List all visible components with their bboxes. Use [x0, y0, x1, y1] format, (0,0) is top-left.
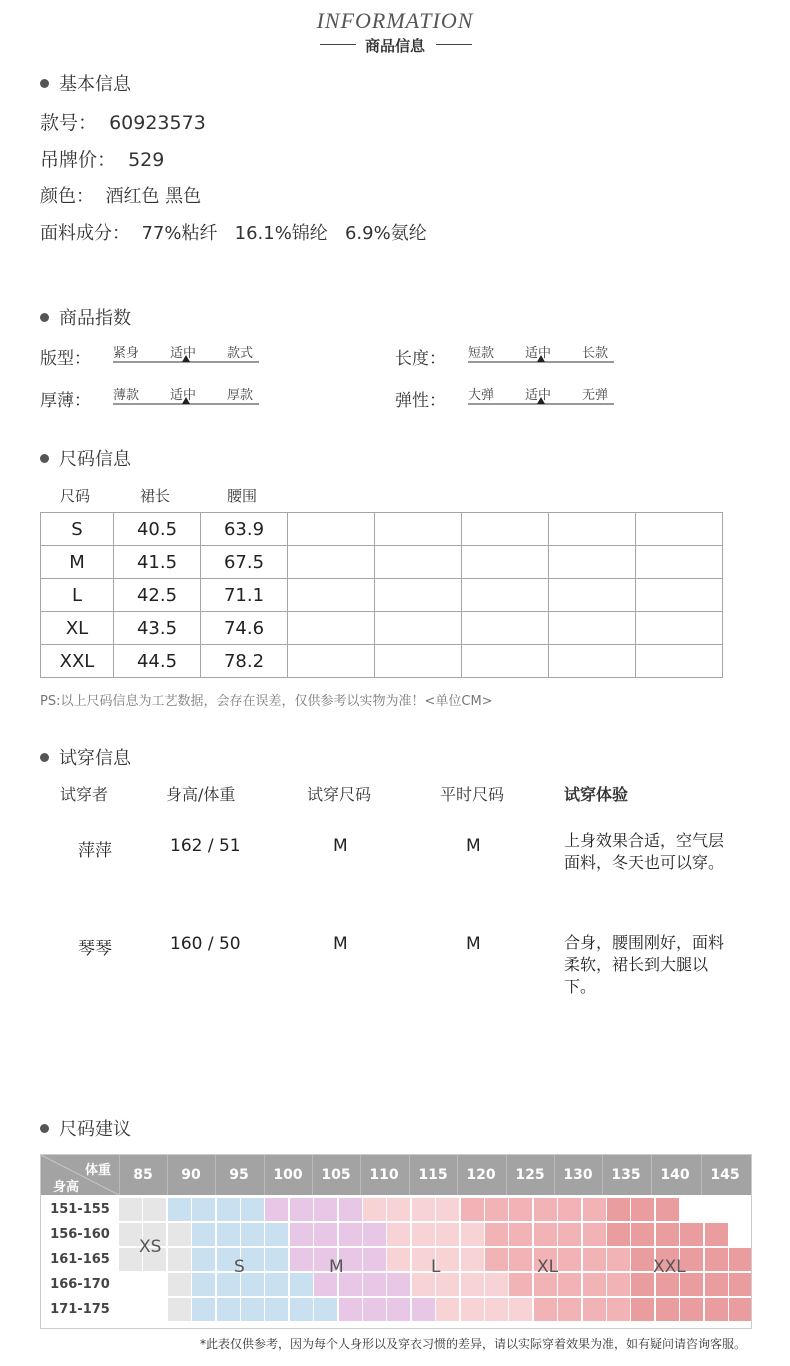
size-zone-cell — [290, 1198, 313, 1221]
size-table-empty-cell — [636, 513, 723, 546]
size-zone-cell — [192, 1248, 215, 1271]
size-note: PS:以上尺码信息为工艺数据，会存在误差，仅供参考以实物为准！<单位CM> — [40, 694, 493, 709]
size-zone-cell — [387, 1223, 410, 1246]
size-zone-cell — [168, 1198, 191, 1221]
size-zone-cell — [656, 1198, 679, 1221]
size-zone-cell — [119, 1198, 142, 1221]
size-zone-cell — [192, 1198, 215, 1221]
size-zone-cell — [241, 1198, 264, 1221]
header-separator — [457, 1155, 458, 1195]
size-table-empty-cell — [636, 579, 723, 612]
index-scale-fit: 紧身 适中 款式 — [113, 342, 259, 372]
size-zone-cell — [461, 1223, 484, 1246]
size-table-empty-cell — [462, 513, 549, 546]
height-row-label: 151-155 — [50, 1202, 110, 1217]
height-row-label: 161-165 — [50, 1252, 110, 1267]
index-label-fit: 版型： — [40, 349, 91, 369]
size-table-cell: 43.5 — [114, 612, 201, 645]
size-table-cell: XL — [41, 612, 114, 645]
header-separator — [602, 1155, 603, 1195]
size-zone-cell — [290, 1223, 313, 1246]
size-zone-cell — [485, 1298, 508, 1321]
tryon-row1-body: 162 / 51 — [170, 836, 241, 856]
size-table-cell: 42.5 — [114, 579, 201, 612]
size-table-empty-cell — [375, 513, 462, 546]
size-table-empty-cell — [462, 546, 549, 579]
size-zone-cell — [363, 1248, 386, 1271]
tryon-row1-usual: M — [466, 836, 481, 856]
size-table-empty-cell — [549, 612, 636, 645]
size-table-cell: 67.5 — [201, 546, 288, 579]
size-zone-cell — [265, 1273, 288, 1296]
size-zone-cell — [680, 1223, 703, 1246]
size-zone-cell — [583, 1273, 606, 1296]
size-table-empty-cell — [462, 612, 549, 645]
size-zone-cell — [168, 1273, 191, 1296]
size-table-empty-cell — [549, 546, 636, 579]
size-zone-label: S — [234, 1257, 245, 1277]
weight-header-cell: 135 — [611, 1167, 641, 1183]
size-zone-cell — [265, 1198, 288, 1221]
size-zone-cell — [656, 1223, 679, 1246]
size-zone-cell — [314, 1198, 337, 1221]
header-line-right — [436, 44, 472, 45]
size-zone-cell — [558, 1223, 581, 1246]
scale-pointer-icon — [182, 397, 190, 404]
size-zone-cell — [461, 1298, 484, 1321]
size-zone-cell — [534, 1198, 557, 1221]
weight-header-cell: 130 — [563, 1167, 593, 1183]
height-row-label: 171-175 — [50, 1302, 110, 1317]
tryon-row2-usual: M — [466, 934, 481, 954]
size-zone-cell — [705, 1298, 728, 1321]
size-zone-cell — [607, 1298, 630, 1321]
size-table-cell: XXL — [41, 645, 114, 678]
size-table-empty-cell — [288, 612, 375, 645]
size-zone-cell — [314, 1298, 337, 1321]
size-zone-cell — [607, 1223, 630, 1246]
size-table-cell: 74.6 — [201, 612, 288, 645]
height-row-label: 166-170 — [50, 1277, 110, 1292]
header-title-en: INFORMATION — [316, 8, 474, 33]
size-zone-cell — [265, 1298, 288, 1321]
corner-weight-label: 体重 — [85, 1163, 112, 1178]
header-separator — [264, 1155, 265, 1195]
size-zone-cell — [509, 1298, 532, 1321]
size-header-length: 裙长 — [140, 487, 171, 505]
size-zone-cell — [461, 1198, 484, 1221]
size-table-cell: 41.5 — [114, 546, 201, 579]
size-zone-cell — [241, 1298, 264, 1321]
section-size-advice: 尺码建议 — [40, 1115, 131, 1141]
size-table-row — [41, 546, 723, 579]
scale-pointer-icon — [182, 355, 190, 362]
size-zone-label: M — [329, 1257, 344, 1277]
tryon-header-usual-size: 平时尺码 — [440, 785, 505, 804]
size-table-empty-cell — [549, 645, 636, 678]
size-zone-cell — [363, 1223, 386, 1246]
size-zone-cell — [436, 1298, 459, 1321]
tryon-row2-tried: M — [333, 934, 348, 954]
size-zone-cell — [509, 1248, 532, 1271]
info-tag-price: 吊牌价： 529 — [40, 149, 165, 171]
weight-header-cell: 145 — [710, 1167, 740, 1183]
size-zone-cell — [387, 1198, 410, 1221]
header-separator — [506, 1155, 507, 1195]
size-zone-cell — [583, 1198, 606, 1221]
bullet-dot-icon — [40, 313, 49, 322]
size-zone-cell — [631, 1248, 654, 1271]
scale-pointer-icon — [537, 397, 545, 404]
size-zone-cell — [265, 1248, 288, 1271]
size-table-cell: L — [41, 579, 114, 612]
size-zone-cell — [680, 1298, 703, 1321]
size-zone-cell — [558, 1198, 581, 1221]
weight-header-cell: 95 — [229, 1167, 249, 1183]
tryon-header-height-weight: 身高/体重 — [166, 785, 236, 804]
size-zone-cell — [363, 1298, 386, 1321]
section-basic-info: 基本信息 — [40, 70, 131, 96]
size-table-empty-cell — [288, 546, 375, 579]
height-row-label: 156-160 — [50, 1227, 110, 1242]
weight-header-cell: 90 — [181, 1167, 201, 1183]
size-table-empty-cell — [636, 546, 723, 579]
info-color: 颜色： 酒红色 黑色 — [40, 186, 202, 207]
corner-height-label: 身高 — [53, 1180, 80, 1195]
size-zone-cell — [558, 1298, 581, 1321]
weight-header-cell: 140 — [660, 1167, 690, 1183]
size-zone-cell — [436, 1223, 459, 1246]
size-table-empty-cell — [375, 612, 462, 645]
size-table — [40, 512, 723, 678]
weight-header-cell: 110 — [369, 1167, 399, 1183]
size-table-cell: 44.5 — [114, 645, 201, 678]
size-table-cell: 63.9 — [201, 513, 288, 546]
size-table-empty-cell — [375, 546, 462, 579]
size-zone-cell — [265, 1223, 288, 1246]
size-zone-cell — [412, 1198, 435, 1221]
size-table-empty-cell — [375, 645, 462, 678]
size-zone-cell — [387, 1248, 410, 1271]
info-fabric: 面料成分： 77%粘纤 16.1%锦纶 6.9%氨纶 — [40, 223, 427, 244]
section-size-info: 尺码信息 — [40, 445, 131, 471]
size-table-cell: M — [41, 546, 114, 579]
header-separator — [167, 1155, 168, 1195]
size-table-row — [41, 579, 723, 612]
size-zone-cell — [412, 1223, 435, 1246]
tryon-header-experience: 试穿体验 — [564, 785, 629, 804]
size-table-empty-cell — [288, 579, 375, 612]
size-zone-cell — [217, 1198, 240, 1221]
index-scale-thickness: 薄款 适中 厚款 — [113, 384, 259, 414]
size-zone-cell — [631, 1198, 654, 1221]
size-zone-cell — [509, 1223, 532, 1246]
header-separator — [215, 1155, 216, 1195]
size-zone-cell — [705, 1248, 728, 1271]
size-table-empty-cell — [636, 645, 723, 678]
size-table-empty-cell — [636, 612, 723, 645]
weight-header-cell: 115 — [418, 1167, 448, 1183]
size-zone-cell — [314, 1223, 337, 1246]
header-separator — [119, 1155, 120, 1195]
section-product-index: 商品指数 — [40, 304, 131, 330]
size-zone-cell — [387, 1298, 410, 1321]
size-table-empty-cell — [549, 513, 636, 546]
index-label-length: 长度： — [395, 349, 446, 369]
index-label-thickness: 厚薄： — [40, 391, 91, 411]
size-zone-cell — [583, 1223, 606, 1246]
size-table-empty-cell — [375, 579, 462, 612]
size-zone-cell — [339, 1223, 362, 1246]
size-zone-cell — [656, 1298, 679, 1321]
size-table-cell: 40.5 — [114, 513, 201, 546]
size-zone-cell — [217, 1223, 240, 1246]
size-zone-cell — [509, 1198, 532, 1221]
header-separator — [651, 1155, 652, 1195]
size-zone-cell — [729, 1273, 752, 1296]
size-zone-cell — [705, 1223, 728, 1246]
index-scale-length: 短款 适中 长款 — [468, 342, 614, 372]
weight-header-cell: 120 — [466, 1167, 496, 1183]
chart-header-row — [41, 1155, 751, 1195]
weight-header-cell: 105 — [321, 1167, 351, 1183]
size-zone-cell — [607, 1248, 630, 1271]
size-zone-cell — [412, 1298, 435, 1321]
tryon-header-tried-size: 试穿尺码 — [307, 785, 372, 804]
size-zone-cell — [290, 1248, 313, 1271]
tryon-row2-body: 160 / 50 — [170, 934, 241, 954]
size-zone-cell — [583, 1248, 606, 1271]
size-header-size: 尺码 — [60, 487, 91, 505]
size-zone-cell — [290, 1298, 313, 1321]
size-header-waist: 腰围 — [227, 487, 258, 505]
size-zone-cell — [729, 1248, 752, 1271]
size-zone-cell — [631, 1223, 654, 1246]
size-table-empty-cell — [462, 645, 549, 678]
size-zone-cell — [217, 1298, 240, 1321]
size-zone-label: XXL — [653, 1257, 686, 1277]
size-advice-chart — [40, 1154, 752, 1329]
scale-pointer-icon — [537, 355, 545, 362]
header-separator — [360, 1155, 361, 1195]
size-zone-cell — [558, 1248, 581, 1271]
tryon-row1-experience: 上身效果合适，空气层面料，冬天也可以穿。 — [564, 831, 725, 872]
size-zone-cell — [631, 1273, 654, 1296]
bullet-dot-icon — [40, 753, 49, 762]
weight-header-cell: 125 — [515, 1167, 545, 1183]
size-zone-cell — [485, 1273, 508, 1296]
size-table-empty-cell — [549, 579, 636, 612]
weight-header-cell: 100 — [273, 1167, 303, 1183]
size-zone-cell — [485, 1248, 508, 1271]
size-table-empty-cell — [462, 579, 549, 612]
size-zone-cell — [436, 1198, 459, 1221]
size-zone-cell — [558, 1273, 581, 1296]
tryon-row2-name: 琴琴 — [78, 939, 112, 959]
size-zone-cell — [631, 1298, 654, 1321]
header-separator — [312, 1155, 313, 1195]
size-zone-cell — [290, 1273, 313, 1296]
size-table-cell: 78.2 — [201, 645, 288, 678]
size-zone-cell — [339, 1298, 362, 1321]
size-zone-cell — [387, 1273, 410, 1296]
tryon-row1-name: 萍萍 — [78, 841, 112, 861]
weight-header-cell: 85 — [133, 1167, 153, 1183]
size-table-row — [41, 645, 723, 678]
bullet-dot-icon — [40, 79, 49, 88]
size-zone-cell — [705, 1273, 728, 1296]
size-zone-cell — [168, 1223, 191, 1246]
size-zone-cell — [363, 1273, 386, 1296]
index-label-elasticity: 弹性： — [395, 391, 446, 411]
size-zone-cell — [168, 1298, 191, 1321]
size-table-cell: 71.1 — [201, 579, 288, 612]
size-zone-cell — [729, 1298, 752, 1321]
header-title-zh: 商品信息 — [364, 37, 425, 55]
size-zone-cell — [509, 1273, 532, 1296]
section-tryon-info: 试穿信息 — [40, 744, 131, 770]
size-zone-cell — [168, 1248, 191, 1271]
size-zone-cell — [583, 1298, 606, 1321]
tryon-row2-experience: 合身，腰围刚好，面料柔软，裙长到大腿以下。 — [564, 933, 725, 996]
tryon-header-tester: 试穿者 — [60, 785, 109, 804]
size-zone-cell — [534, 1298, 557, 1321]
size-zone-cell — [485, 1198, 508, 1221]
size-zone-cell — [363, 1198, 386, 1221]
size-table-cell: S — [41, 513, 114, 546]
size-zone-cell — [607, 1198, 630, 1221]
bullet-dot-icon — [40, 454, 49, 463]
size-zone-cell — [534, 1223, 557, 1246]
size-zone-label: XS — [139, 1237, 162, 1257]
header-separator — [554, 1155, 555, 1195]
size-zone-cell — [192, 1273, 215, 1296]
bullet-dot-icon — [40, 1124, 49, 1133]
size-zone-cell — [192, 1298, 215, 1321]
size-zone-label: XL — [537, 1257, 559, 1277]
size-advice-footnote: *此表仅供参考，因为每个人身形以及穿衣习惯的差异，请以实际穿着效果为准，如有疑问请咨询客服。 — [200, 1337, 747, 1351]
size-table-empty-cell — [288, 645, 375, 678]
size-table-row — [41, 612, 723, 645]
size-zone-cell — [485, 1223, 508, 1246]
size-zone-cell — [461, 1273, 484, 1296]
size-zone-cell — [339, 1198, 362, 1221]
size-zone-cell — [607, 1273, 630, 1296]
size-zone-cell — [192, 1223, 215, 1246]
header-separator — [701, 1155, 702, 1195]
size-zone-cell — [143, 1198, 166, 1221]
size-zone-label: L — [431, 1257, 441, 1277]
size-table-row — [41, 513, 723, 546]
size-table-empty-cell — [288, 513, 375, 546]
info-style-number: 款号： 60923573 — [40, 112, 206, 134]
size-zone-cell — [461, 1248, 484, 1271]
tryon-row1-tried: M — [333, 836, 348, 856]
index-scale-elasticity: 大弹 适中 无弹 — [468, 384, 614, 414]
size-zone-cell — [241, 1223, 264, 1246]
header-separator — [409, 1155, 410, 1195]
